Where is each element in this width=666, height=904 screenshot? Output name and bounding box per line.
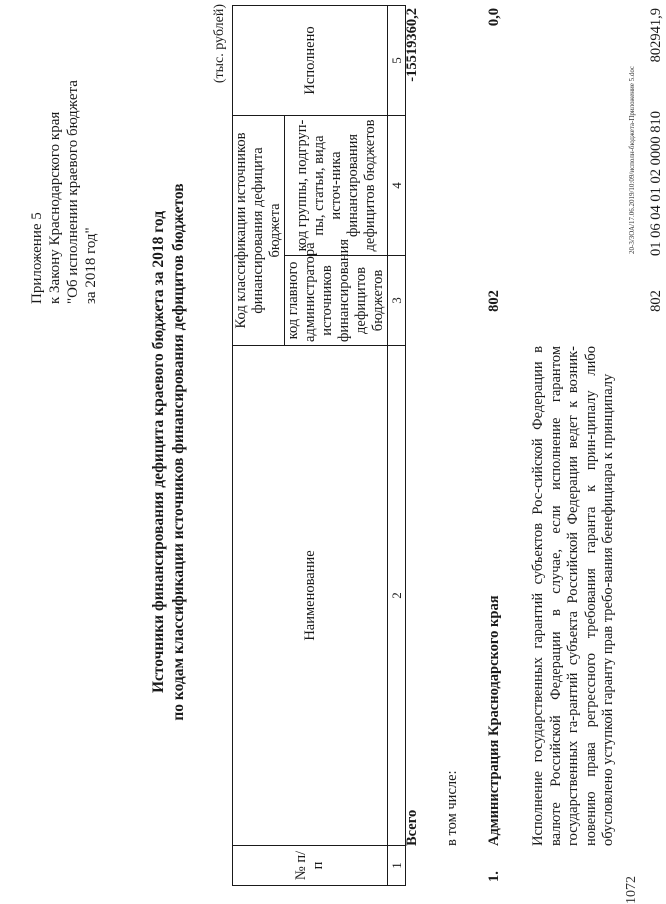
page-number: 1072 — [624, 876, 639, 904]
appendix-header — [28, 24, 100, 304]
header-executed: Исполнено — [233, 6, 388, 116]
header-name: Наименование — [233, 346, 388, 846]
appendix-line-4: за 2018 год" — [83, 227, 99, 304]
header-code-group: Код классификации источников финансирования дефицита бюджета — [233, 116, 285, 346]
sources-table-header — [232, 5, 406, 886]
header-admin-code: код главного администратора источников финансирования дефицитов бюджетов — [285, 256, 388, 346]
appendix-line-3: "Об исполнении краевого бюджета — [65, 80, 81, 304]
admin-label: Администрация Краснодарского края — [486, 595, 502, 846]
guarantee-source-code: 01 06 04 01 02 0000 810 — [648, 111, 664, 256]
total-amount: -15519360,2 — [404, 8, 420, 82]
appendix-line-2: к Закону Краснодарского края — [47, 111, 63, 304]
document-title-line-1: Источники финансирования дефицита краевого бюджета за 2018 год — [150, 210, 167, 694]
table-row-guarantee — [530, 6, 666, 886]
document-title-line-2: по кодам классификации источников финансирования дефицитов бюджетов — [170, 183, 187, 721]
column-number-2: 2 — [388, 346, 406, 846]
column-number-5: 5 — [388, 6, 406, 116]
column-number-3: 3 — [388, 256, 406, 346]
appendix-line-1: Приложение 5 — [29, 212, 45, 304]
including-label: в том числе: — [444, 770, 460, 846]
table-row-total — [404, 6, 424, 886]
file-footer: 20-3/ЗОА/17.06.2019/10:09/исполн-бюджета-Приложение 5.doc — [628, 65, 636, 254]
admin-amount: 0,0 — [486, 8, 502, 27]
total-label: Всего — [404, 809, 420, 846]
column-number-4: 4 — [388, 116, 406, 256]
table-row-including — [444, 6, 464, 886]
units-label: (тыс. рублей) — [212, 4, 227, 84]
header-num: № п/п — [233, 846, 388, 886]
admin-row-number: 1. — [486, 871, 502, 882]
admin-code: 802 — [486, 290, 502, 312]
guarantee-description: Исполнение государственных гарантий субъектов Рос-сийской Федерации в валюте Российской Федерации в случае, если исполнение гарантом государственных га-рантий субъекта Российской Федерации ведет к возник-новению права регрессного требования гаранта к прин-ципалу либо обусловлено уступкой гаранту прав требо-вания бенефициара к принципалу — [530, 346, 616, 846]
header-source-code: код группы, подгруп-пы, статьи, вида источ-ника финансирования дефицитов бюджетов — [285, 116, 388, 256]
column-number-1: 1 — [388, 846, 406, 886]
guarantee-amount: 802941,9 — [648, 8, 664, 63]
table-row-administration — [486, 6, 508, 886]
guarantee-admin-code: 802 — [648, 290, 664, 312]
